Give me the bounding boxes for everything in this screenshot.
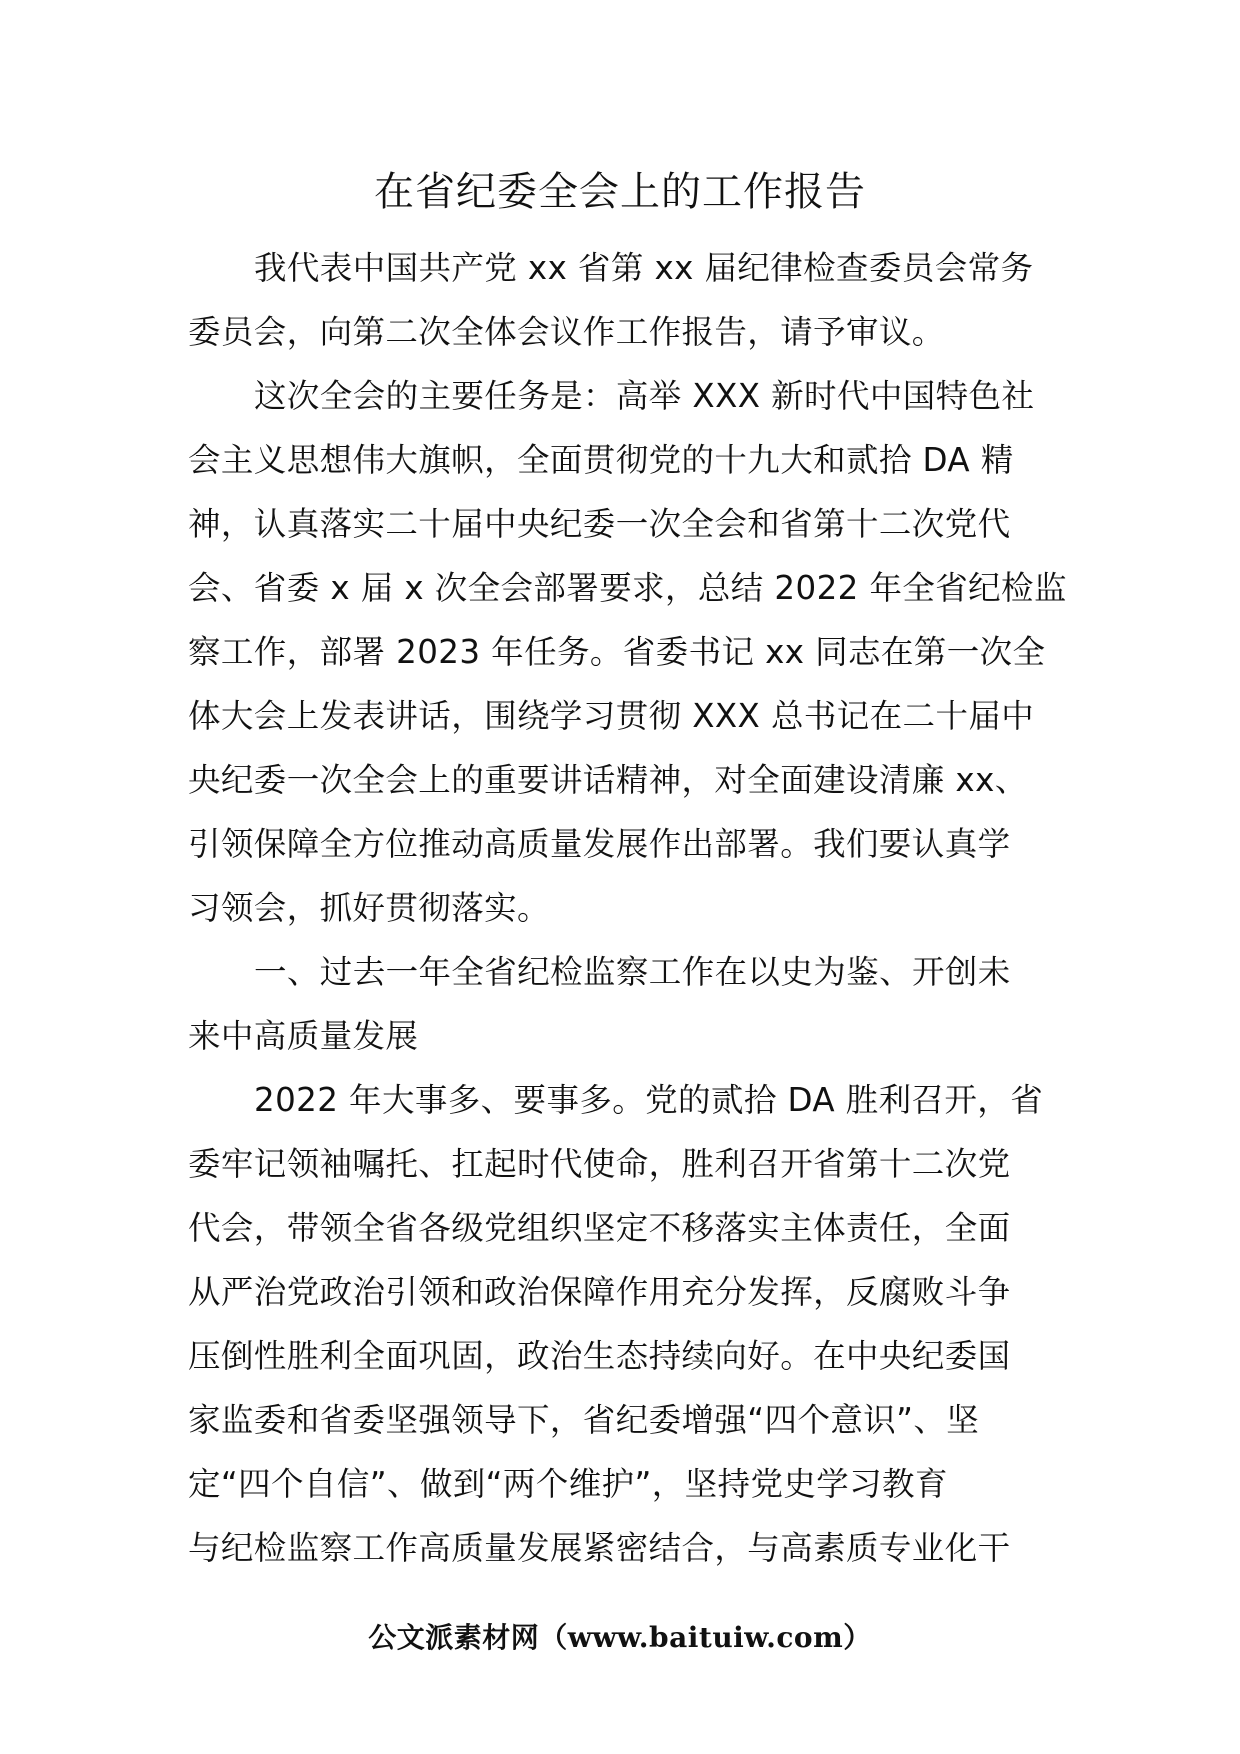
section-heading-line: 一、过去一年全省纪检监察工作在以史为鉴、开创未: [254, 953, 1011, 991]
paragraph-line: 从严治党政治引领和政治保障作用充分发挥，反腐败斗争: [188, 1273, 1011, 1311]
paragraph-line: 定“四个自信”、做到“两个维护”，坚持党史学习教育: [188, 1465, 948, 1503]
paragraph-line: 压倒性胜利全面巩固，政治生态持续向好。在中央纪委国: [188, 1337, 1011, 1375]
paragraph-line: 会、省委 x 届 x 次全会部署要求，总结 2022 年全省纪检监: [188, 569, 1067, 607]
section-heading-line: 来中高质量发展: [188, 1017, 419, 1055]
paragraph-line: 家监委和省委坚强领导下，省纪委增强“四个意识”、坚: [188, 1401, 980, 1439]
paragraph-line: 委员会，向第二次全体会议作工作报告，请予审议。: [188, 313, 945, 351]
paragraph-line: 代会，带领全省各级党组织坚定不移落实主体责任，全面: [188, 1209, 1011, 1247]
paragraph-line: 央纪委一次全会上的重要讲话精神，对全面建设清廉 xx、: [188, 761, 1028, 799]
paragraph-line: 习领会，抓好贯彻落实。: [188, 889, 550, 927]
paragraph-line: 会主义思想伟大旗帜，全面贯彻党的十九大和贰拾 DA 精: [188, 441, 1014, 479]
document-body: [188, 236, 1067, 1580]
paragraph-line: 神，认真落实二十届中央纪委一次全会和省第十二次党代: [188, 505, 1011, 543]
paragraph-line: 体大会上发表讲话，围绕学习贯彻 XXX 总书记在二十届中: [188, 697, 1035, 735]
paragraph-line: 这次全会的主要任务是：高举 XXX 新时代中国特色社: [254, 377, 1035, 415]
paragraph-line: 与纪检监察工作高质量发展紧密结合，与高素质专业化干: [188, 1529, 1011, 1567]
paragraph-line: 2022 年大事多、要事多。党的贰拾 DA 胜利召开，省: [254, 1081, 1044, 1119]
document-title: 在省纪委全会上的工作报告: [374, 169, 866, 215]
paragraph-line: 委牢记领袖嘱托、扛起时代使命，胜利召开省第十二次党: [188, 1145, 1011, 1183]
footer-watermark: 公文派素材网（www.baituiw.com）: [368, 1621, 872, 1654]
paragraph-line: 我代表中国共产党 xx 省第 xx 届纪律检查委员会常务: [254, 249, 1034, 287]
paragraph-line: 引领保障全方位推动高质量发展作出部署。我们要认真学: [188, 825, 1011, 863]
paragraph-line: 察工作，部署 2023 年任务。省委书记 xx 同志在第一次全: [188, 633, 1046, 671]
